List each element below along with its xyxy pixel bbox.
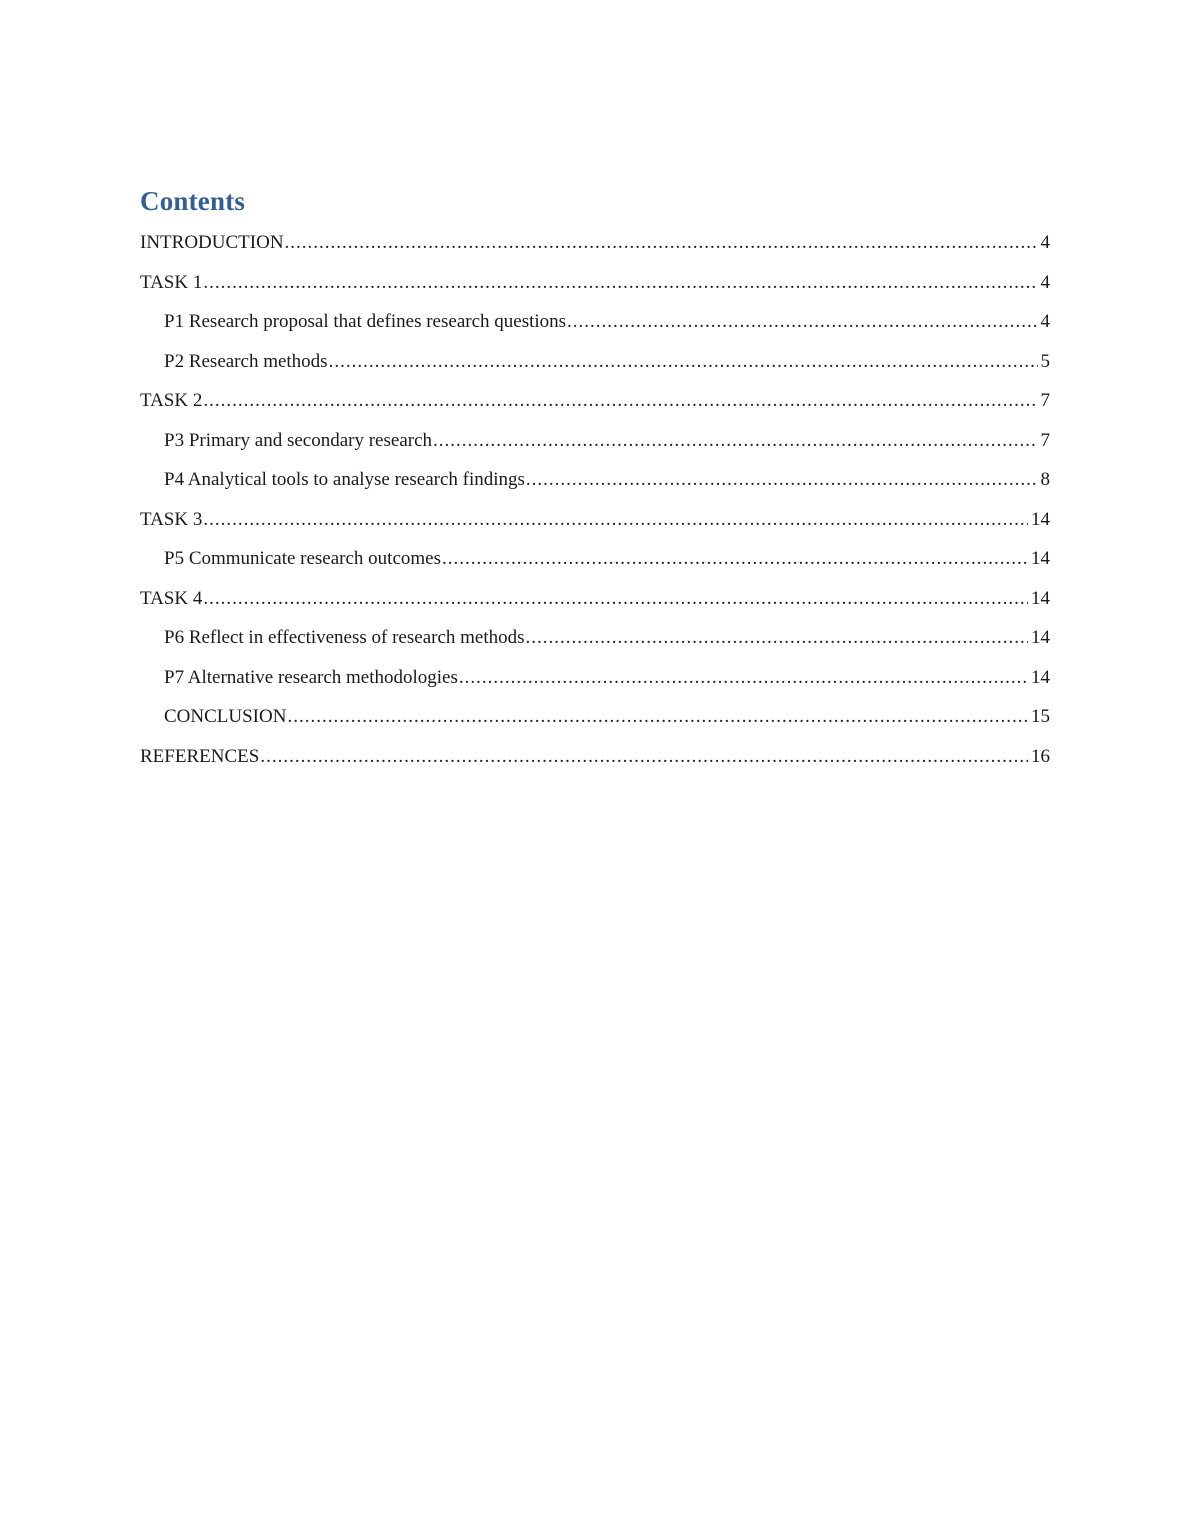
toc-leader-dots [203, 587, 1028, 610]
toc-entry-label: TASK 2 [140, 390, 203, 411]
toc-leader-dots [442, 547, 1028, 570]
toc-entry-task-3[interactable] [140, 508, 1050, 531]
toc-entry-label: TASK 1 [140, 271, 203, 293]
toc-entry-label: P2 Research methods [164, 350, 328, 372]
toc-entry-label: P4 Analytical tools to analyse research findings [164, 469, 525, 490]
toc-entry-task-1[interactable] [140, 271, 1050, 294]
toc-entry-page: 14 [1031, 548, 1050, 569]
toc-entry-page: 5 [1040, 350, 1050, 372]
toc-entry-label: INTRODUCTION [140, 232, 284, 253]
toc-leader-dots [260, 745, 1028, 768]
toc-entry-p1[interactable] [140, 310, 1050, 333]
toc-entry-p5[interactable] [140, 547, 1050, 570]
toc-entry-introduction[interactable] [140, 231, 1050, 254]
toc-entry-page: 14 [1031, 508, 1050, 530]
toc-entry-p4[interactable] [140, 468, 1050, 491]
toc-entry-label: TASK 3 [140, 508, 203, 530]
toc-leader-dots [287, 705, 1028, 728]
toc-entry-page: 14 [1031, 587, 1050, 609]
toc-entry-page: 8 [1040, 469, 1050, 490]
toc-entry-page: 7 [1040, 390, 1050, 411]
toc-entry-label: P6 Reflect in effectiveness of research methods [164, 627, 525, 648]
toc-leader-dots [526, 468, 1038, 491]
toc-entry-page: 4 [1040, 271, 1050, 293]
toc-leader-dots [203, 271, 1037, 294]
toc-leader-dots [433, 429, 1037, 452]
contents-heading: Contents [140, 186, 246, 216]
toc-entry-label: TASK 4 [140, 587, 203, 609]
toc-entry-page: 16 [1031, 745, 1050, 767]
toc-leader-dots [203, 389, 1037, 412]
toc-leader-dots [567, 310, 1037, 333]
toc-entry-page: 14 [1031, 666, 1050, 688]
toc-leader-dots [329, 350, 1038, 373]
toc-entry-label: P3 Primary and secondary research [164, 429, 433, 451]
table-of-contents [140, 231, 1050, 768]
toc-entry-page: 7 [1040, 429, 1050, 451]
toc-leader-dots [526, 626, 1028, 649]
toc-entry-label: P7 Alternative research methodologies [164, 666, 458, 688]
toc-entry-label: P5 Communicate research outcomes [164, 548, 442, 569]
toc-leader-dots [285, 231, 1038, 254]
toc-entry-conclusion[interactable] [140, 705, 1050, 728]
toc-entry-references[interactable] [140, 745, 1050, 768]
toc-entry-p7[interactable] [140, 666, 1050, 689]
toc-entry-task-4[interactable] [140, 587, 1050, 610]
toc-entry-p6[interactable] [140, 626, 1050, 649]
toc-leader-dots [203, 508, 1028, 531]
toc-entry-page: 14 [1031, 627, 1050, 648]
toc-entry-page: 15 [1031, 706, 1050, 727]
toc-entry-page: 4 [1040, 311, 1050, 332]
toc-leader-dots [459, 666, 1028, 689]
toc-entry-p3[interactable] [140, 429, 1050, 452]
toc-entry-page: 4 [1040, 232, 1050, 253]
toc-entry-task-2[interactable] [140, 389, 1050, 412]
toc-entry-label: CONCLUSION [164, 706, 287, 727]
toc-entry-label: P1 Research proposal that defines research questions [164, 311, 567, 332]
toc-entry-label: REFERENCES [140, 745, 260, 767]
toc-entry-p2[interactable] [140, 350, 1050, 373]
